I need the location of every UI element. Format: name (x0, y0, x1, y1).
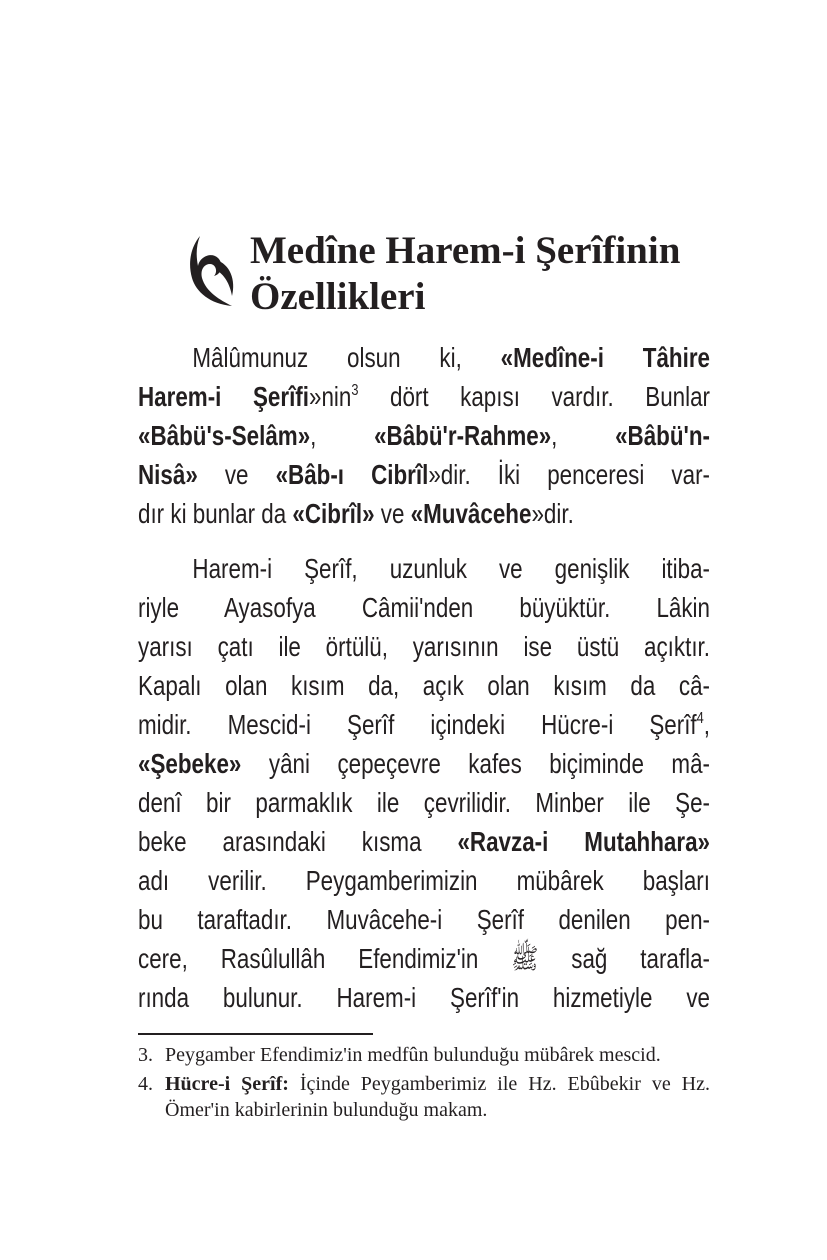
chapter-title (250, 228, 680, 320)
text-line (138, 338, 710, 377)
text: dır ki bunlar da (138, 498, 293, 529)
text: midir. Mescid-i Şerîf içindeki Hücre-i Şerîf (138, 709, 697, 740)
bold-text: «Şebeke» (138, 748, 242, 779)
footnotes (138, 1042, 710, 1126)
bold-text: «Muvâcehe (410, 498, 532, 529)
footnote-body: Peygamber Efendimiz'in medfûn bulunduğu mübârek mescid. (165, 1044, 661, 1066)
text: bu taraftadır. Muvâcehe-i Şerîf denilen pen- (138, 904, 710, 935)
text: »dir. İki penceresi var- (428, 459, 710, 490)
footnote-ref: 3 (351, 382, 359, 399)
text: yarısı çatı ile örtülü, yarısının ise üstü açıktır. (138, 631, 710, 662)
footnote-body: İçinde Peygamberimiz ile Hz. Ebûbekir ve Hz. Ömer'in kabirlerinin bulunduğu makam. (165, 1073, 710, 1121)
footnote-text (165, 1042, 710, 1068)
bold-text: «Bâbü'n- (615, 420, 711, 451)
text-line (138, 416, 710, 455)
text-line (138, 783, 710, 822)
text-line (138, 822, 710, 861)
text-line (138, 744, 710, 783)
text-line (138, 377, 710, 416)
text-line (138, 666, 710, 705)
paragraph (138, 549, 710, 1017)
footnote-3 (138, 1042, 710, 1068)
text: yâni çepeçevre kafes biçiminde mâ- (241, 748, 710, 779)
text-line (138, 627, 710, 666)
footnote-divider (138, 1033, 373, 1035)
footnote-text (165, 1071, 710, 1123)
text-line (138, 588, 710, 627)
text: , (551, 420, 616, 451)
footnote-4 (138, 1071, 710, 1123)
paragraph (138, 338, 710, 533)
bold-text: «Bâbü'r-Rahme» (374, 420, 552, 451)
text: cere, Rasûlullâh Efendimiz'in ﷺ sağ tarafla- (138, 943, 711, 974)
text-line (138, 705, 710, 744)
bold-text: «Cibrîl» (292, 498, 375, 529)
text-line (138, 900, 710, 939)
footnote-ref: 4 (696, 710, 704, 727)
text: »dir. (531, 498, 574, 529)
bold-text: Harem-i Şerîfi (138, 381, 309, 412)
text: ve (374, 498, 411, 529)
bold-text: «Bâbü's-Selâm» (138, 420, 311, 451)
footnote-number: 3. (138, 1044, 153, 1066)
footnote-term: Hücre-i Şerîf: (165, 1073, 289, 1095)
text: Kapalı olan kısım da, açık olan kısım da câ- (138, 670, 710, 701)
bold-text: «Medîne-i Tâhire (500, 342, 710, 373)
chapter-title-line-2: Özellikleri (250, 275, 426, 318)
text-line (138, 978, 710, 1017)
text: denî bir parmaklık ile çevrilidir. Minber ile Şe- (138, 787, 710, 818)
bold-text: «Bâb-ı Cibrîl (275, 459, 429, 490)
body-text (138, 338, 710, 1033)
text: rında bulunur. Harem-i Şerîf'in hizmetiyle ve (138, 982, 710, 1013)
chapter-ornament-icon (186, 234, 238, 308)
bold-text: «Ravza-i Mutahhara» (457, 826, 710, 857)
footnote-number: 4. (138, 1073, 153, 1095)
text-line (138, 939, 710, 978)
text-line (138, 455, 710, 494)
text: , (703, 709, 710, 740)
text: adı verilir. Peygamberimizin mübârek başları (138, 865, 710, 896)
text: »nin (308, 381, 352, 412)
text: ve (197, 459, 276, 490)
text: Harem-i Şerîf, uzunluk ve genişlik itiba- (192, 553, 710, 584)
text: beke arasındaki kısma (138, 826, 458, 857)
text-line (138, 549, 710, 588)
text: , (310, 420, 375, 451)
text: dört kapısı vardır. Bunlar (358, 381, 711, 412)
text-line (138, 494, 710, 533)
text-line (138, 861, 710, 900)
text: Mâlûmunuz olsun ki, (192, 342, 501, 373)
bold-text: Nisâ» (138, 459, 198, 490)
chapter-title-line-1: Medîne Harem-i Şerîfinin (250, 229, 681, 272)
text: riyle Ayasofya Câmii'nden büyüktür. Lâkin (138, 592, 710, 623)
